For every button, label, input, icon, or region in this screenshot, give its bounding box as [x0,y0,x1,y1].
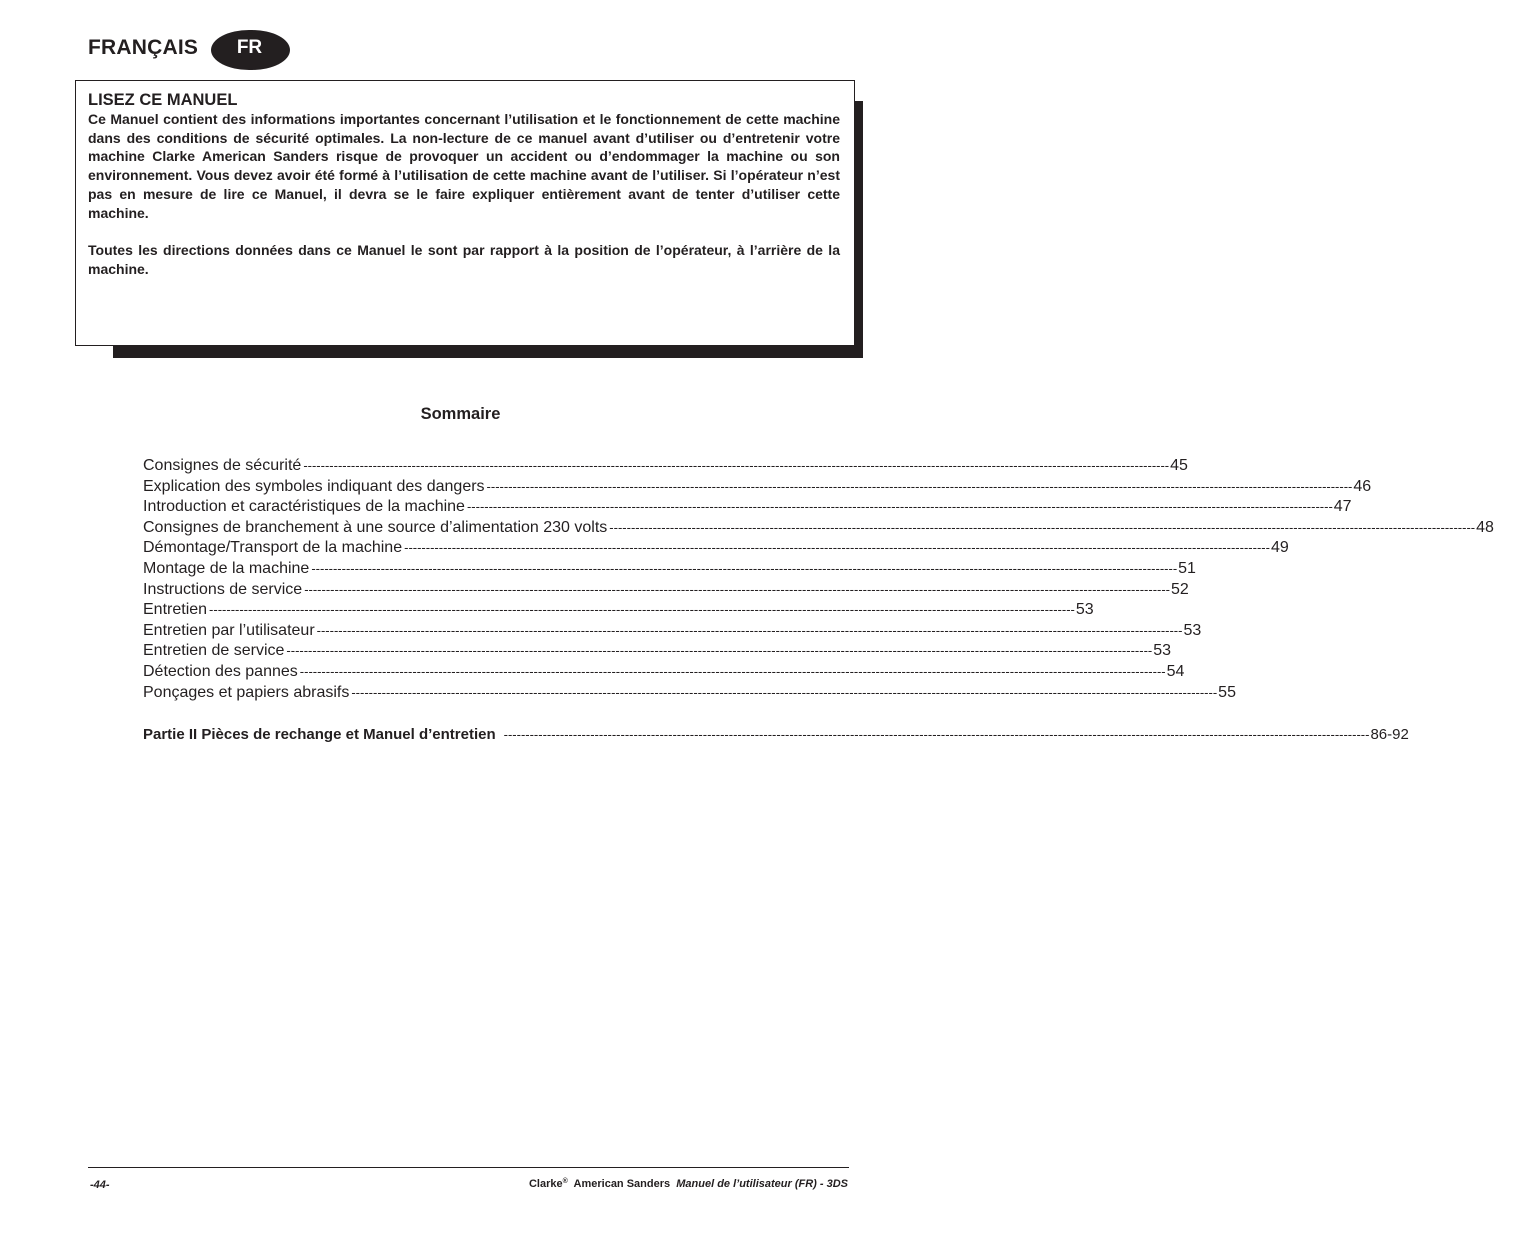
toc-entry[interactable] [143,559,1196,581]
toc-part-2-page: 86-92 [1370,726,1409,744]
toc-entry-label: Entretien [143,601,208,619]
notice-heading: LISEZ CE MANUEL [88,91,238,109]
notice-paragraph-2: Toutes les directions données dans ce Manuel le sont par rapport à la position de l’opérateur, à l’arrière de la machine. [88,241,840,277]
toc-entry-page: 55 [1218,683,1236,701]
toc-part-2-label: Partie II Pièces de rechange et Manuel d’entretien [143,726,496,744]
toc-entry-page: 48 [1476,518,1494,536]
toc-entry-page: 54 [1166,662,1185,680]
toc-entry[interactable] [143,539,1289,560]
toc-entry[interactable] [143,601,1094,622]
footer-manual-title: Manuel de l’utilisateur (FR) - 3DS [676,1178,848,1190]
toc-leader: -------------------------------------------------------------------------------------------------------------------------------------------------------------------------------------------------------- [404,540,1270,556]
toc-entry[interactable] [143,518,1494,540]
toc-entry[interactable] [143,477,1372,499]
toc-leader: -------------------------------------------------------------------------------------------------------------------------------------------------------------------------------------------------------- [351,684,1218,700]
toc-entry-page: 49 [1270,539,1289,557]
toc-entry-label: Explication des symboles indiquant des dangers [143,477,485,495]
notice-paragraph-1: Ce Manuel contient des informations importantes concernant l’utilisation et le fonctionnement de cette machine dans des conditions de sécurité optimales. La non-lecture de ce manuel avant d’utiliser ou d’entretenir votre machine Clarke American Sanders risque de provoquer un accident ou d’endommager la machine ou son environnement. Vous devez avoir été formé à l’utilisation de cette machine avant de l’utiliser. Si l’opérateur n’est pas en mesure de lire ce Manuel, il devra se le faire expliquer entièrement avant de tenter d’utiliser cette machine. [88,111,840,221]
toc-entry-label: Ponçages et papiers abrasifs [143,683,350,701]
toc-entry[interactable] [143,498,1352,519]
toc-leader: -------------------------------------------------------------------------------------------------------------------------------------------------------------------------------------------------------- [486,478,1353,494]
toc-entry-page: 45 [1170,457,1188,474]
toc-leader: -------------------------------------------------------------------------------------------------------------------------------------------------------------------------------------------------------- [609,519,1476,535]
toc-entry-label: Entretien de service [143,642,285,660]
toc-entry-label: Démontage/Transport de la machine [143,539,403,557]
footer-company: American Sanders [573,1178,671,1190]
footer-page-number: -44- [90,1179,110,1191]
language-badge: FR [211,30,290,70]
notice-box [75,80,855,346]
footer-registered-mark: ® [562,1178,568,1185]
language-title: FRANÇAIS [88,36,199,59]
toc-entry[interactable] [143,457,1188,478]
toc-entry-label: Consignes de sécurité [143,457,302,474]
toc-title: Sommaire [420,405,501,423]
toc-leader: -------------------------------------------------------------------------------------------------------------------------------------------------------------------------------------------------------- [311,560,1178,576]
toc-entry-page: 53 [1075,601,1094,619]
toc-entry-page: 53 [1183,621,1202,639]
toc-entry-page: 47 [1333,498,1352,516]
toc-leader: -------------------------------------------------------------------------------------------------------------------------------------------------------------------------------------------------------- [304,581,1171,597]
toc-entry[interactable] [143,683,1236,705]
toc-leader: -------------------------------------------------------------------------------------------------------------------------------------------------------------------------------------------------------- [286,643,1153,659]
toc-entry[interactable] [143,621,1202,643]
toc-leader: -------------------------------------------------------------------------------------------------------------------------------------------------------------------------------------------------------- [466,499,1333,515]
toc-entry-label: Montage de la machine [143,559,310,577]
toc-entry-label: Introduction et caractéristiques de la machine [143,498,465,516]
toc-entry-label: Consignes de branchement à une source d’alimentation 230 volts [143,518,608,536]
toc-entry-part-2[interactable] [143,726,1409,747]
toc-leader: -------------------------------------------------------------------------------------------------------------------------------------------------------------------------------------------------------- [503,727,1370,743]
toc-entry-page: 46 [1353,477,1372,495]
toc-entry[interactable] [143,580,1189,602]
footer-manual-info [529,1178,848,1190]
toc-entry-page: 53 [1153,642,1172,660]
toc-entry-page: 52 [1171,580,1189,598]
toc-entry-label: Entretien par l’utilisateur [143,621,315,639]
toc-leader: -------------------------------------------------------------------------------------------------------------------------------------------------------------------------------------------------------- [299,663,1166,679]
toc-leader: -------------------------------------------------------------------------------------------------------------------------------------------------------------------------------------------------------- [303,458,1170,473]
table-of-contents [143,457,1494,747]
toc-entry[interactable] [143,662,1185,684]
footer-divider [88,1167,849,1168]
toc-entry-label: Instructions de service [143,580,303,598]
toc-entry[interactable] [143,642,1172,663]
toc-leader: -------------------------------------------------------------------------------------------------------------------------------------------------------------------------------------------------------- [316,622,1183,638]
toc-entry-label: Détection des pannes [143,662,298,680]
footer-brand: Clarke [528,1178,563,1190]
toc-leader: -------------------------------------------------------------------------------------------------------------------------------------------------------------------------------------------------------- [209,602,1075,618]
toc-entry-page: 51 [1178,559,1196,577]
